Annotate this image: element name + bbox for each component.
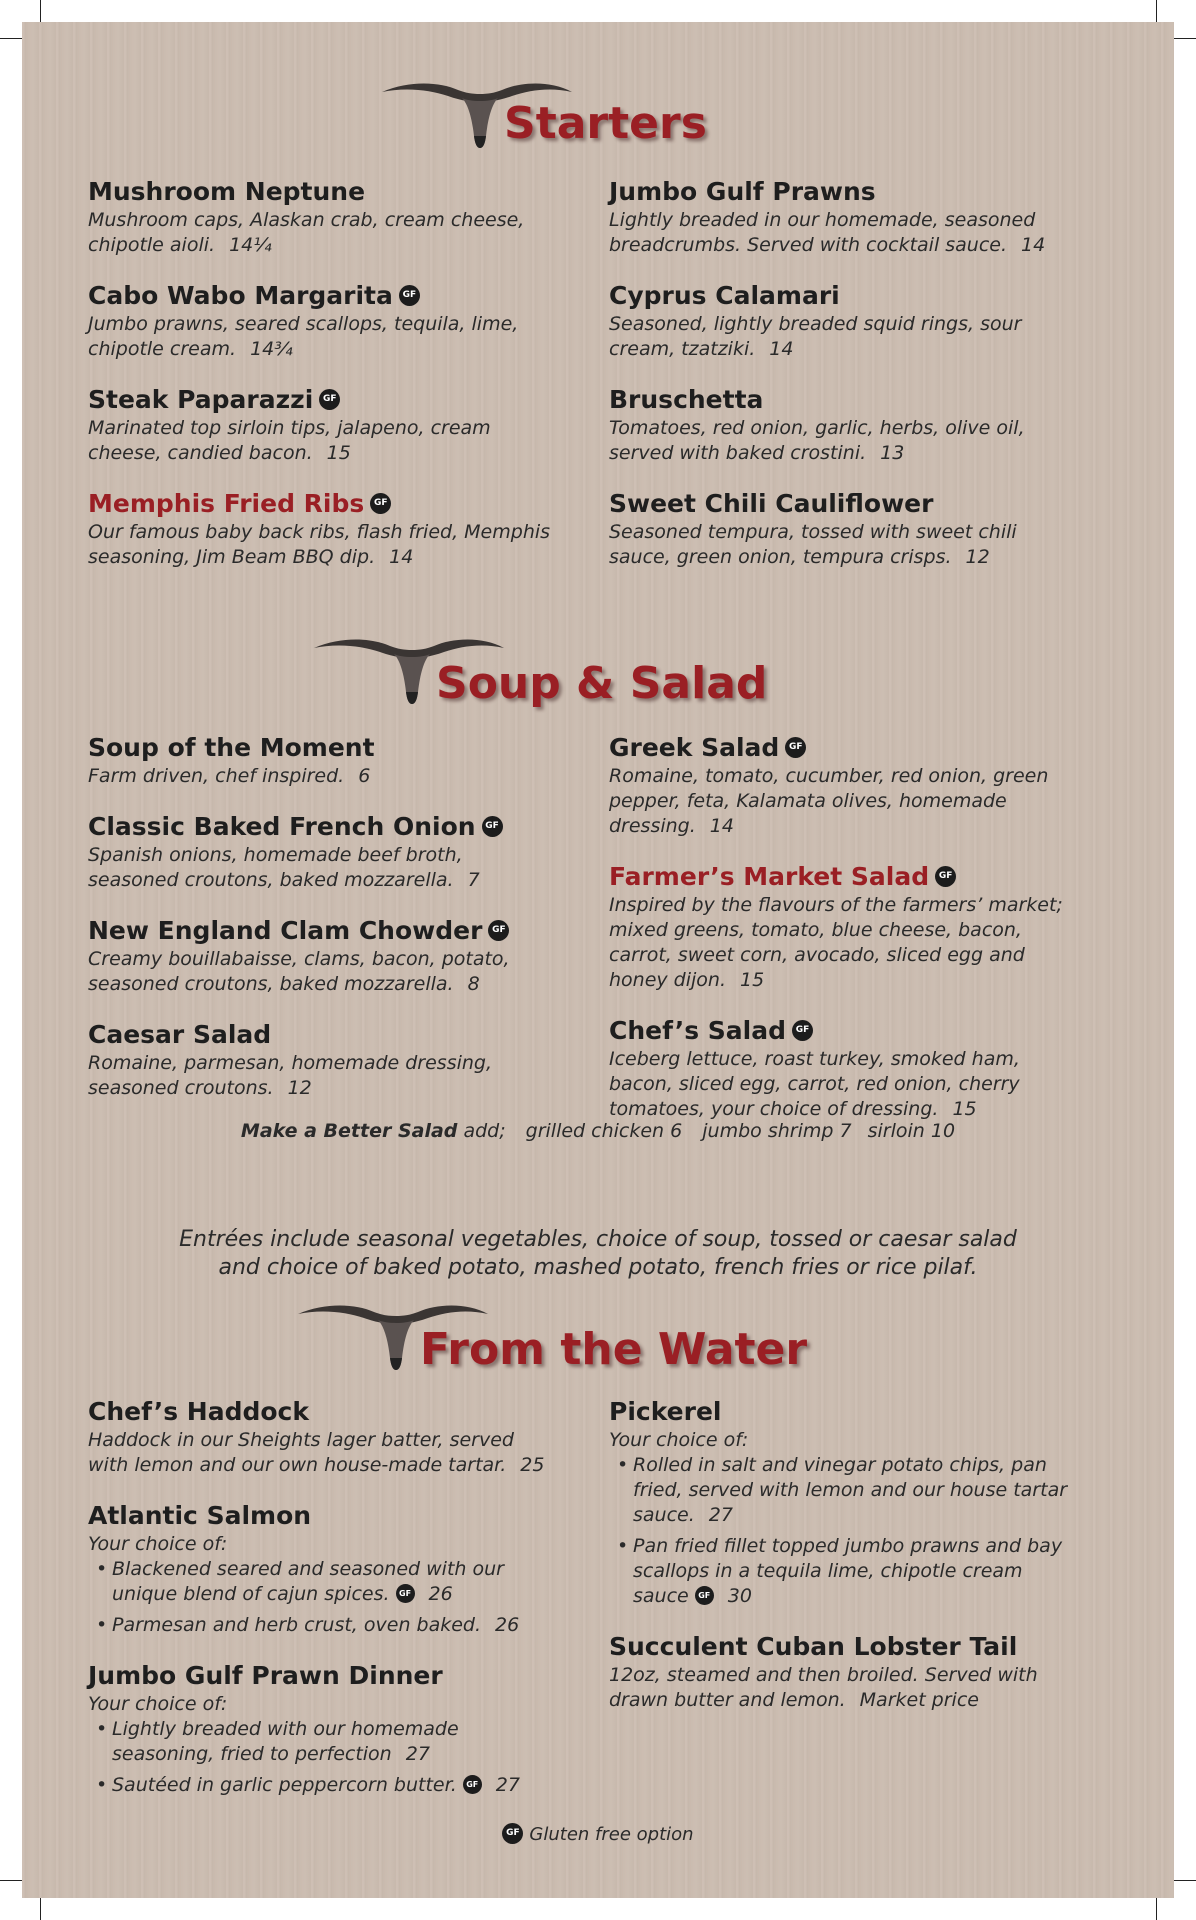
item-name: Chef’s Haddock [88,1397,309,1426]
starters-left-column [88,176,558,592]
water-left-column [88,1396,558,1820]
item-price: Market price [859,1689,979,1711]
gluten-free-icon: GF [463,1775,482,1794]
entree-note [120,1226,1076,1282]
item-description: Spanish onions, homemade beef broth, seasoned croutons, baked mozzarella. 7 [88,844,480,891]
menu-item [609,1396,1079,1609]
item-intro: Your choice of: [88,1693,228,1715]
gluten-free-icon: GF [792,1020,813,1041]
menu-item [88,732,558,789]
menu-item [88,1396,558,1478]
item-name: Farmer’s Market Salad GF [609,861,1079,893]
item-description: Lightly breaded in our homemade, seasoned breadcrumbs. Served with cocktail sauce. 14 [609,209,1046,256]
menu-item [88,176,558,258]
item-price: 14 [709,815,734,837]
gluten-free-icon: GF [319,389,340,410]
better-salad-option: grilled chicken 6 [525,1120,683,1142]
item-price: 27 [495,1774,520,1796]
item-name: Memphis Fried Ribs GF [88,488,558,520]
item-name: Steak Paparazzi GF [88,384,558,416]
item-name: Greek Salad GF [609,732,1079,764]
item-description: Seasoned tempura, tossed with sweet chili sauce, green onion, tempura crisps. 12 [609,521,1017,568]
item-price: 12 [287,1077,312,1099]
soup-salad-header [312,634,872,724]
section-title: From the Water [420,1324,808,1375]
item-description: Marinated top sirloin tips, jalapeno, cream cheese, candied bacon. 15 [88,417,491,464]
item-price: 27 [708,1504,733,1526]
better-salad-add: add; [463,1120,506,1142]
item-price: 15 [952,1098,977,1120]
item-name: Classic Baked French Onion GF [88,811,558,843]
legend-label: Gluten free option [529,1824,694,1845]
gluten-free-icon: GF [785,737,806,758]
gluten-free-icon: GF [370,493,391,514]
section-title: Starters [504,98,707,149]
menu-item [88,915,558,997]
gluten-free-icon: GF [399,285,420,306]
item-name: Caesar Salad [88,1020,272,1049]
item-description: Seasoned, lightly breaded squid rings, sour cream, tzatziki. 14 [609,313,1022,360]
item-price: 12 [965,546,990,568]
gluten-free-icon: GF [396,1584,415,1603]
water-header [296,1300,916,1390]
water-right-column [609,1396,1079,1735]
item-intro: Your choice of: [609,1429,749,1451]
item-price: 25 [520,1454,545,1476]
item-option: • Rolled in salt and vinegar potato chips, pan fried, served with lemon and our house tartar sauce. 27 [609,1453,1079,1528]
crop-mark [40,1898,41,1920]
item-description: Romaine, parmesan, homemade dressing, seasoned croutons. 12 [88,1052,493,1099]
item-description: Iceberg lettuce, roast turkey, smoked ham, bacon, sliced egg, carrot, red onion, cherry tomatoes, your choice of dressing. 15 [609,1048,1020,1120]
item-name: Chef’s Salad GF [609,1015,1079,1047]
item-option: • Pan fried fillet topped jumbo prawns and bay scallops in a tequila lime, chipotle cream sauce GF 30 [609,1534,1079,1609]
menu-item [609,1631,1079,1713]
starters-header [380,78,820,168]
crop-mark [1156,0,1157,22]
item-price: 15 [740,969,765,991]
item-price: 13 [880,442,905,464]
item-name: Succulent Cuban Lobster Tail [609,1632,1018,1661]
item-price: 14 [769,338,794,360]
menu-item [609,732,1079,839]
better-salad-note [120,1120,1076,1142]
crop-mark [0,38,22,39]
item-name: Cabo Wabo Margarita GF [88,280,558,312]
gluten-free-icon: GF [488,920,509,941]
item-description: 12oz, steamed and then broiled. Served with drawn butter and lemon. Market price [609,1664,1038,1711]
item-description: Romaine, tomato, cucumber, red onion, green pepper, feta, Kalamata olives, homemade dressing. 14 [609,765,1049,837]
item-name: Bruschetta [609,385,764,414]
item-description: Creamy bouillabaisse, clams, bacon, potato, seasoned croutons, baked mozzarella. 8 [88,948,510,995]
menu-item [88,280,558,362]
item-price: 7 [467,869,480,891]
crop-mark [0,1880,22,1881]
menu-item [609,280,1079,362]
item-option: • Blackened seared and seasoned with our unique blend of cajun spices. GF 26 [88,1557,558,1607]
menu-item [88,1660,558,1798]
gluten-free-icon: GF [482,816,503,837]
item-price: 26 [428,1583,453,1605]
item-price: 14 [389,546,414,568]
item-name: Sweet Chili Cauliflower [609,489,934,518]
better-salad-option: sirloin 10 [867,1120,956,1142]
item-description: Haddock in our Sheights lager batter, served with lemon and our own house-made tartar. 25 [88,1429,545,1476]
menu-item [88,488,558,570]
item-description: Farm driven, chef inspired. 6 [88,765,371,787]
item-name: Jumbo Gulf Prawns [609,177,876,206]
gluten-free-icon: GF [502,1823,523,1844]
item-name: New England Clam Chowder GF [88,915,558,947]
menu-item [88,1019,558,1101]
item-description: Jumbo prawns, seared scallops, tequila, lime, chipotle cream. 14¾ [88,313,519,360]
menu-item [609,488,1079,570]
menu-item [88,811,558,893]
item-name: Atlantic Salmon [88,1501,312,1530]
item-name: Pickerel [609,1397,722,1426]
item-price: 26 [495,1614,520,1636]
crop-mark [40,0,41,22]
gluten-free-legend [400,1824,796,1846]
item-description: Inspired by the flavours of the farmers’ market; mixed greens, tomato, blue cheese, bacon, carrot, sweet corn, avocado, sliced egg and honey dijon. 15 [609,894,1063,991]
item-price: 8 [467,973,480,995]
item-name: Soup of the Moment [88,733,375,762]
starters-right-column [609,176,1079,592]
soup-salad-right-column [609,732,1079,1144]
item-price: 30 [727,1585,752,1607]
entree-note-line: Entrées include seasonal vegetables, choice of soup, tossed or caesar salad [179,1227,1017,1252]
menu-item [88,1500,558,1638]
item-description: Tomatoes, red onion, garlic, herbs, olive oil, served with baked crostini. 13 [609,417,1025,464]
crop-mark [1174,1880,1196,1881]
menu-item [609,176,1079,258]
item-price: 14 [1021,234,1046,256]
menu-item [88,384,558,466]
gluten-free-icon: GF [935,866,956,887]
entree-note-line: and choice of baked potato, mashed potato, french fries or rice pilaf. [218,1255,978,1280]
item-description: Our famous baby back ribs, flash fried, Memphis seasoning, Jim Beam BBQ dip. 14 [88,521,551,568]
item-name: Cyprus Calamari [609,281,840,310]
better-salad-option: jumbo shrimp 7 [702,1120,852,1142]
soup-salad-left-column [88,732,558,1123]
item-price: 14¾ [250,338,293,360]
item-price: 15 [326,442,351,464]
item-option: • Lightly breaded with our homemade seasoning, fried to perfection 27 [88,1717,558,1767]
better-salad-label: Make a Better Salad [240,1120,458,1142]
gluten-free-icon: GF [695,1586,714,1605]
item-price: 6 [358,765,371,787]
menu-item [609,861,1079,993]
item-description: Mushroom caps, Alaskan crab, cream cheese, chipotle aioli. 14¼ [88,209,525,256]
item-intro: Your choice of: [88,1533,228,1555]
item-name: Jumbo Gulf Prawn Dinner [88,1661,443,1690]
menu-item [609,384,1079,466]
item-price: 14¼ [229,234,272,256]
item-option: • Parmesan and herb crust, oven baked. 26 [88,1613,558,1638]
item-option: • Sautéed in garlic peppercorn butter. GF 27 [88,1773,558,1798]
crop-mark [1174,38,1196,39]
item-name: Mushroom Neptune [88,177,366,206]
menu-item [609,1015,1079,1122]
item-price: 27 [405,1743,430,1765]
crop-mark [1156,1898,1157,1920]
section-title: Soup & Salad [436,658,768,709]
